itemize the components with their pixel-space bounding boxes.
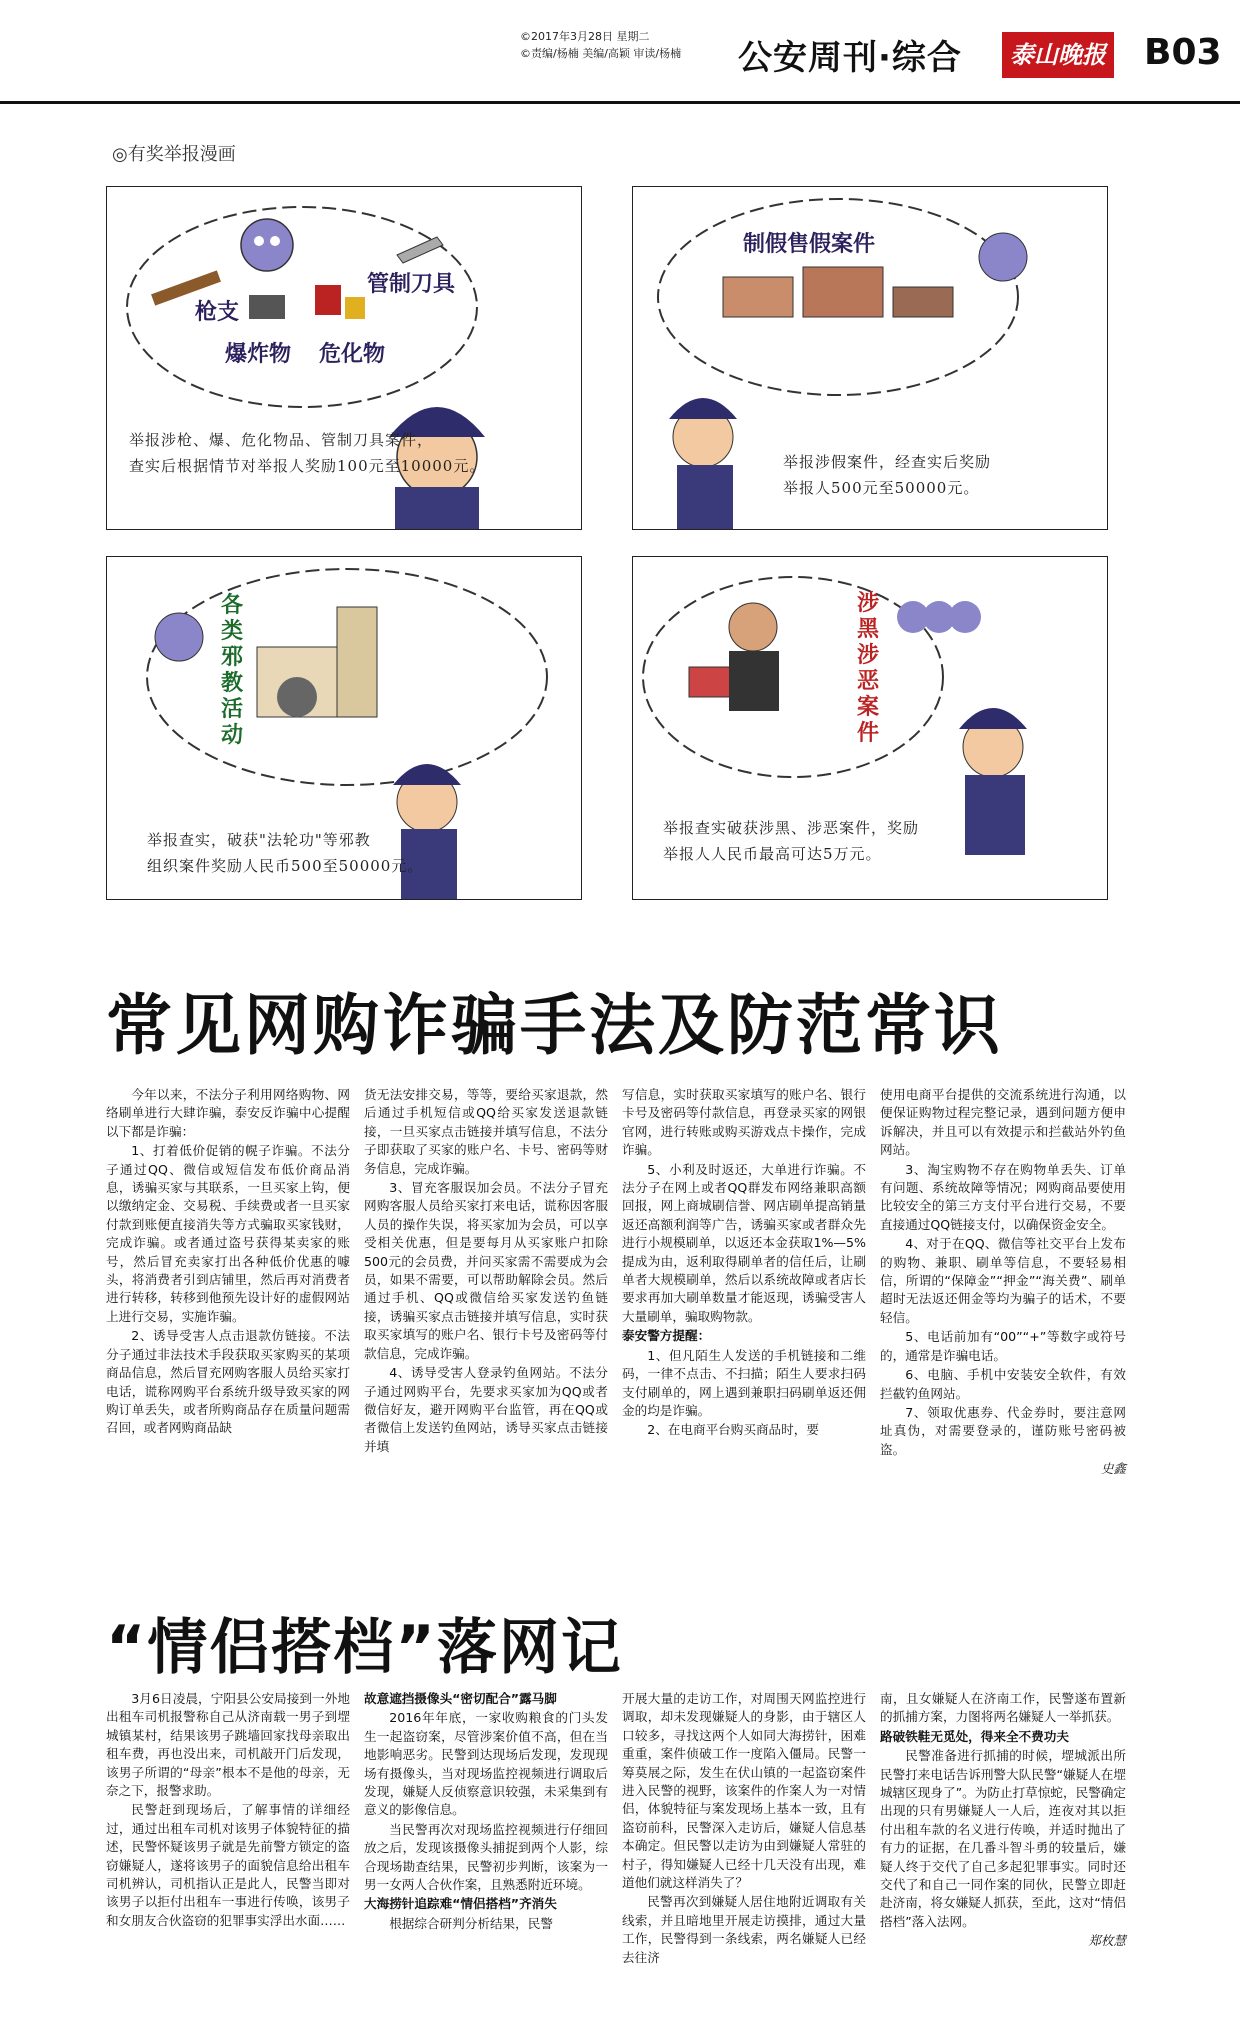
panel-caption	[129, 427, 485, 479]
paragraph: 今年以来，不法分子利用网络购物、网络刷单进行大肆诈骗，泰安反诈骗中心提醒以下都是诈骗：	[106, 1087, 350, 1139]
date-line: ©2017年3月28日 星期二	[520, 30, 650, 43]
caption-line: 举报涉枪、爆、危化物品、管制刀具案件，	[129, 431, 434, 449]
section-title: 公安周刊·综合	[738, 38, 962, 78]
paragraph: 民警准备进行抓捕的时候，堽城派出所民警打来电话告诉刑警大队民警“嫌疑人在堽城辖区现身了”。为防止打草惊蛇，民警确定出现的只有男嫌疑人一人后，连夜对其以拒付出租车款的名义进行传唤，并适时抛出了有力的证据，在几番斗智斗勇的较量后，嫌疑人终于交代了自己多起犯罪事实。同时还交代了和自己一同作案的同伙，民警立即赶赴济南，将女嫌疑人抓获，至此，这对“情侣搭档”落入法网。	[880, 1748, 1126, 1929]
caption-line: 组织案件奖励人民币500至50000元。	[147, 857, 424, 875]
subheading: 路破铁鞋无觅处，得来全不费功夫	[880, 1728, 1069, 1744]
masthead	[0, 0, 1240, 104]
paragraph: 2016年年底，一家收购粮食的门头发生一起盗窃案，尽管涉案价值不高，但在当地影响恶劣。民警到达现场后发现，发现现场有摄像头，当对现场监控视频进行调取后发现，嫌疑人反侦察意识较强，未采集到有意义的影像信息。	[364, 1710, 608, 1818]
article1-headline: 常见网购诈骗手法及防范常识	[106, 987, 1003, 1064]
paragraph: 3月6日凌晨，宁阳县公安局接到一外地出租车司机报警称自己从济南载一男子到堽城镇某村，结果该男子跳墙回家找母亲取出租车费，再也没出来，司机敲开门后发现，该男子所谓的“母亲”根本不是他的母亲，无奈之下，报警求助。	[106, 1691, 350, 1799]
article1-column-1	[106, 1086, 350, 1439]
article2-column-4	[880, 1690, 1126, 1952]
page-number: B03	[1144, 32, 1222, 73]
subheading: 大海捞针追踪难“情侣搭档”齐消失	[364, 1896, 557, 1912]
article1-column-4	[880, 1086, 1126, 1480]
subheading: 泰安警方提醒：	[622, 1328, 711, 1344]
section-tag: ◎有奖举报漫画	[112, 144, 236, 165]
paragraph: 开展大量的走访工作，对周围天网监控进行调取，却未发现嫌疑人的身影，由于辖区人口较多，寻找这两个人如同大海捞针，困难重重，案件侦破工作一度陷入僵局。民警一筹莫展之际，发生在伏山镇的一起盗窃案件进入民警的视野，该案件的作案人为一对情侣，体貌特征与案发现场上基本一致，且有盗窃前科，民警深入走访后，嫌疑人信息基本确定。但民警以走访为由到嫌疑人常驻的村子，得知嫌疑人已经十几天没有出现，难道他们就这样消失了？	[622, 1691, 866, 1891]
paragraph: 3、淘宝购物不存在购物单丢失、订单有问题、系统故障等情况；网购商品要使用比较安全的第三方支付平台进行交易，不要直接通过QQ链接支付，以确保资金安全。	[880, 1161, 1126, 1232]
paragraph: 3、冒充客服误加会员。不法分子冒充网购客服人员给买家打来电话，谎称因客服人员的操作失误，将买家加为会员，可以享受相关优惠，但是要每月从买家账户扣除500元的会员费，并问买家需不需要成为会员，如果不需要，可以帮助解除会员。然后通过手机、QQ或微信给买家发送钓鱼链接，诱骗买家点击链接并填写信息，实时获取买家填写的账户名、银行卡号及密码等付款信息，完成诈骗。	[364, 1180, 608, 1361]
article2-headline: “情侣搭档”落网记	[106, 1613, 623, 1683]
paragraph: 货无法安排交易，等等，要给买家退款，然后通过手机短信或QQ给买家发送退款链接，一旦买家点击链接并填写信息，不法分子即获取了买家的账户名、卡号、密码等财务信息，完成诈骗。	[364, 1087, 608, 1176]
author-byline: 史鑫	[1100, 1461, 1126, 1477]
paragraph: 5、电话前加有“00”“+”等数字或符号的，通常是诈骗电话。	[880, 1329, 1126, 1363]
newspaper-logo: 泰山晚报	[1002, 32, 1114, 78]
article2-column-3	[622, 1690, 866, 1968]
masthead-meta	[520, 28, 681, 62]
comic-panel-counterfeit	[632, 186, 1108, 530]
label-guns: 枪支	[195, 300, 240, 325]
article2-column-2	[364, 1690, 608, 1934]
article1-column-2	[364, 1086, 608, 1457]
label-hazmat: 危化物	[319, 342, 386, 367]
paragraph: 1、打着低价促销的幌子诈骗。不法分子通过QQ、微信或短信发布低价商品消息，诱骗买家与其联系，一旦买家上钩，便以缴纳定金、交易税、手续费或者一旦买家付款到账便直接消失等方式骗取买家钱财，完成诈骗。或者通过盗号获得某卖家的账号，然后冒充卖家打出各种低价优惠的噱头，将消费者引到店铺里，然后再对消费者进行转移，转移到他预先设计好的虚假网站上进行交易，实施诈骗。	[106, 1143, 350, 1324]
label-gangs: 涉黑涉恶案件	[857, 591, 880, 746]
editor-line: ©责编/杨楠 美编/高颖 审读/杨楠	[520, 47, 682, 60]
paragraph: 6、电脑、手机中安装安全软件，有效拦截钓鱼网站。	[880, 1367, 1126, 1401]
panel-caption	[147, 827, 423, 879]
caption-line: 举报人人民币最高可达5万元。	[663, 845, 882, 863]
article1-column-3	[622, 1086, 866, 1441]
paragraph: 民警再次到嫌疑人居住地附近调取有关线索，并且暗地里开展走访摸排，通过大量工作，民警得到一条线索，两名嫌疑人已经去往济	[622, 1894, 866, 1965]
paragraph: 写信息，实时获取买家填写的账户名、银行卡号及密码等付款信息，再登录买家的网银官网，进行转账或购买游戏点卡操作，完成诈骗。	[622, 1087, 866, 1158]
comic-panel-weapons	[106, 186, 582, 530]
caption-line: 举报人500元至50000元。	[783, 479, 980, 497]
caption-line: 查实后根据情节对举报人奖励100元至10000元。	[129, 457, 486, 475]
author-byline: 郑枚慧	[1088, 1933, 1126, 1949]
comic-panel-cults	[106, 556, 582, 900]
paragraph: 当民警再次对现场监控视频进行仔细回放之后，发现该摄像头捕捉到两个人影，综合现场勘查结果，民警初步判断，该案为一男一女两人合伙作案，且熟悉附近环境。	[364, 1821, 608, 1893]
paragraph: 7、领取优惠券、代金券时，要注意网址真伪，对需要登录的，谨防账号密码被盗。	[880, 1404, 1126, 1457]
subheading: 故意遮挡摄像头“密切配合”露马脚	[364, 1691, 557, 1706]
label-knives: 管制刀具	[367, 272, 456, 297]
paragraph: 南，且女嫌疑人在济南工作，民警遂布置新的抓捕方案，力图将两名嫌疑人一举抓获。	[880, 1691, 1126, 1725]
label-cults: 各类邪教活动	[221, 593, 244, 748]
paragraph: 2、在电商平台购买商品时，要	[647, 1422, 819, 1438]
panel-caption	[783, 449, 991, 501]
paragraph: 民警赶到现场后，了解事情的详细经过，通过出租车司机对该男子体貌特征的描述，民警怀疑该男子就是先前警方锁定的盗窃嫌疑人，遂将该男子的面貌信息给出租车司机辨认，司机指认正是此人，民警当即对该男子以拒付出租车一事进行传唤，该男子和女朋友合伙盗窃的犯罪事实浮出水面……	[106, 1802, 350, 1928]
panel-caption	[663, 815, 919, 867]
paragraph: 1、但凡陌生人发送的手机链接和二维码，一律不点击、不扫描；陌生人要求扫码支付刷单的，网上遇到兼职扫码刷单返还佣金的均是诈骗。	[622, 1347, 866, 1418]
label-counterfeit: 制假售假案件	[743, 232, 876, 257]
paragraph: 4、诱导受害人登录钓鱼网站。不法分子通过网购平台，先要求买家加为QQ或者微信好友，避开网购平台监管，再在QQ或者微信上发送钓鱼网站，诱导买家点击链接并填	[364, 1365, 608, 1454]
paragraph: 根据综合研判分析结果，民警	[389, 1915, 553, 1931]
caption-line: 举报查实，破获"法轮功"等邪教	[147, 831, 371, 849]
label-explosives: 爆炸物	[225, 342, 292, 367]
caption-line: 举报查实破获涉黑、涉恶案件，奖励	[663, 819, 920, 837]
paragraph: 5、小利及时返还，大单进行诈骗。不法分子在网上或者QQ群发布网络兼职高额回报，网上商城刷信誉、网店刷单提高销量返还高额利润等广告，诱骗买家或者群众先进行小规模刷单，以返还本金获取1%—5%提成为由，返利取得刷单者的信任后，让刷单者大规模刷单，然后以系统故障或者店长要求再加大刷单数量才能返现，诱骗受害人大量刷单，骗取购物款。	[622, 1161, 866, 1324]
article2-column-1	[106, 1690, 350, 1931]
paragraph: 4、对于在QQ、微信等社交平台上发布的购物、兼职、刷单等信息，不要轻易相信，所谓的“保障金”“押金”“海关费”、刷单超时无法返还佣金等均为骗子的话术，不要轻信。	[880, 1236, 1126, 1325]
paragraph: 2、诱导受害人点击退款仿链接。不法分子通过非法技术手段获取买家购买的某项商品信息，然后冒充网购客服人员给买家打电话，谎称网购平台系统升级导致买家的网购订单丢失，或者所购商品存在质量问题需召回，或者网购商品缺	[106, 1328, 350, 1436]
paragraph: 使用电商平台提供的交流系统进行沟通，以便保证购物过程完整记录，遇到问题方便申诉解决，并且可以有效提示和拦截站外钓鱼网站。	[880, 1087, 1126, 1158]
caption-line: 举报涉假案件，经查实后奖励	[783, 453, 992, 471]
comic-panel-gangs	[632, 556, 1108, 900]
